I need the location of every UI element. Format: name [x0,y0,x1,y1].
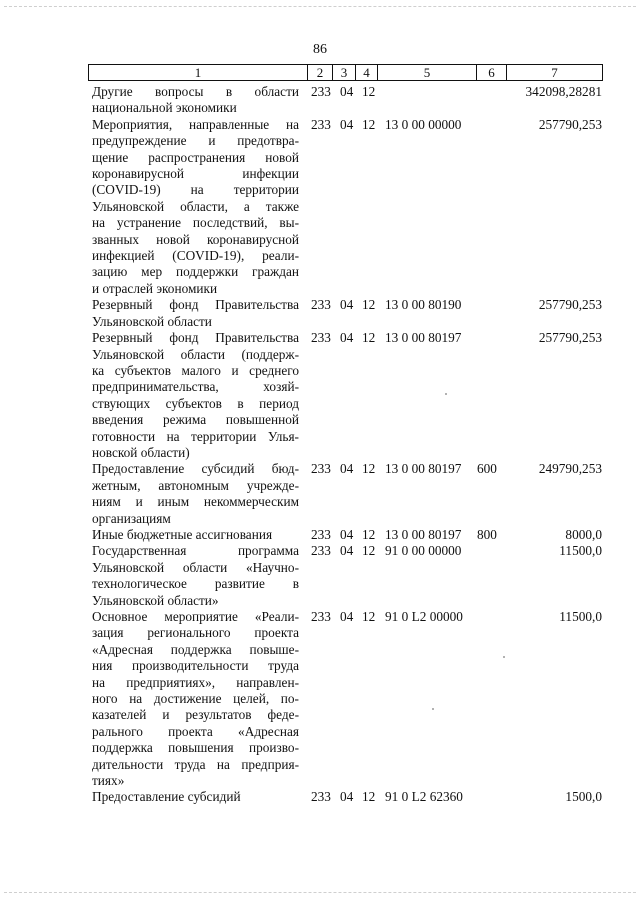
scan-edge-top [4,6,636,7]
row-name-line: ниям и иным некоммерческим [92,494,299,510]
row-name-line: организациям [92,510,171,526]
row-name [92,84,299,117]
row-name-line: инфекцией (COVID-19), реали- [92,248,299,264]
row-name-line: введения режима повышенной [92,412,299,428]
row-name-line: Ульяновской области [92,313,212,329]
row-name-line: зацию мер поддержки граждан [92,264,299,280]
row-codes [299,84,607,117]
col-2-value: 233 [311,84,331,99]
row-name-line: Ульяновской области (поддерж- [92,346,299,362]
table-row [92,543,607,609]
row-name-line: Ульяновской области «Научно- [92,559,299,575]
table-row [92,609,607,789]
header-col-4: 4 [356,65,378,80]
col-3-value: 04 [340,330,354,346]
row-name-line: зация регионального проекта [92,625,299,641]
header-col-2: 2 [308,65,333,80]
col-4-value: 12 [362,84,376,99]
col-2-value: 233 [311,609,331,624]
col-5-value: 13 0 00 80197 [385,330,462,346]
col-3-value: 04 [340,609,354,624]
row-name [92,527,299,543]
col-5-value: 13 0 00 80197 [385,461,462,477]
col-2-value: 233 [311,330,331,346]
row-name-line: готовности на территории Улья- [92,428,299,444]
row-codes [299,789,607,805]
row-name-line: Ульяновской области» [92,592,219,608]
row-name [92,117,299,297]
col-6-value: 800 [477,526,497,542]
row-codes [299,297,607,330]
row-name-line: новской области) [92,444,190,460]
col-7-value: 342098,28281 [525,84,602,99]
header-col-7: 7 [551,65,558,80]
table-row [92,330,607,461]
row-name-line: Ульяновской области, а также [92,198,299,214]
col-5-value: 13 0 00 00000 [385,116,462,132]
row-name-line: ствующих субъектов в период [92,395,299,411]
row-name-line: национальной экономики [92,100,237,116]
row-name-line: на предприятиях», направлен- [92,674,299,690]
col-7-value: 257790,253 [538,330,602,346]
row-name-line: Основное мероприятие «Реали- [92,609,299,624]
row-name [92,543,299,609]
row-codes [299,117,607,297]
row-name-line: технологическое развитие в [92,576,299,592]
col-4-value: 12 [362,461,376,477]
col-3-value: 04 [340,789,354,805]
row-codes [299,609,607,789]
row-name-line: дительности труда на предприя- [92,756,299,772]
col-7-value: 249790,253 [538,461,602,477]
row-name-line: ного на достижение целей, по- [92,691,299,707]
row-codes [299,461,607,527]
row-name-line: званных новой коронавирусной [92,231,299,247]
scan-speck [432,708,434,710]
col-2-value: 233 [311,789,331,805]
row-name-line: ния производительности труда [92,658,299,674]
table-header [88,64,603,81]
table-body [92,84,607,806]
col-7-value: 8000,0 [565,526,602,542]
row-name-line: предпринимательства, хозяй- [92,379,299,395]
col-7-value: 11500,0 [559,609,602,624]
row-name [92,330,299,461]
row-name-line: и отраслей экономики [92,280,218,296]
col-3-value: 04 [340,526,354,542]
col-7-value: 1500,0 [565,789,602,805]
col-7-value: 11500,0 [559,543,602,559]
row-codes [299,543,607,609]
col-2-value: 233 [311,543,331,559]
row-name-line: Мероприятия, направленные на [92,116,299,132]
col-4-value: 12 [362,789,376,805]
col-5-value: 91 0 L2 62360 [385,789,463,805]
row-name [92,609,299,789]
col-4-value: 12 [362,609,376,624]
table-row [92,789,607,805]
col-4-value: 12 [362,526,376,542]
row-name-line: Резервный фонд Правительства [92,330,299,346]
row-name-line: Другие вопросы в области [92,84,299,99]
col-7-value: 257790,253 [538,297,602,313]
header-col-3: 3 [333,65,356,80]
col-4-value: 12 [362,330,376,346]
header-col-1: 1 [89,65,308,80]
row-name [92,461,299,527]
row-name-line: поддержка повышения произво- [92,740,299,756]
col-6-value: 600 [477,461,497,477]
col-5-value: 91 0 L2 00000 [385,609,463,624]
row-name-line: рального проекта «Адресная [92,723,299,739]
row-name-line: Иные бюджетные ассигнования [92,526,273,542]
row-name-line: ка субъектов малого и среднего [92,362,299,378]
row-name-line: щение распространения новой [92,149,299,165]
row-name-line: жетным, автономным учрежде- [92,477,299,493]
col-2-value: 233 [311,461,331,477]
col-2-value: 233 [311,526,331,542]
col-4-value: 12 [362,116,376,132]
header-col-5: 5 [378,65,477,80]
col-4-value: 12 [362,543,376,559]
table-row [92,527,607,543]
col-5-value: 91 0 00 00000 [385,543,462,559]
row-codes [299,330,607,461]
col-3-value: 04 [340,543,354,559]
col-7-value: 257790,253 [538,116,602,132]
col-4-value: 12 [362,297,376,313]
row-name-line: Государственная программа [92,543,299,559]
col-5-value: 13 0 00 80197 [385,526,462,542]
row-codes [299,527,607,543]
scan-speck [445,393,447,395]
row-name-line: тиях» [92,773,125,789]
page-number: 86 [313,42,327,57]
col-3-value: 04 [340,116,354,132]
col-3-value: 04 [340,84,354,99]
col-3-value: 04 [340,461,354,477]
row-name [92,297,299,330]
scan-speck [503,656,505,658]
header-col-6: 6 [477,65,507,80]
row-name-line: казателей и результатов феде- [92,707,299,723]
table-row [92,84,607,117]
table-row [92,297,607,330]
row-name-line: предупреждение и предотвра- [92,133,299,149]
col-5-value: 13 0 00 80190 [385,297,462,313]
row-name-line: Предоставление субсидий бюд- [92,461,299,477]
row-name [92,789,299,805]
row-name-line: на устранение последствий, вы- [92,215,299,231]
row-name-line: «Адресная поддержка повыше- [92,641,299,657]
row-name-line: коронавирусной инфекции [92,166,299,182]
row-name-line: Предоставление субсидий [92,789,241,805]
scan-edge-bottom [4,892,636,893]
col-2-value: 233 [311,116,331,132]
table-row [92,117,607,297]
row-name-line: Резервный фонд Правительства [92,297,299,313]
col-3-value: 04 [340,297,354,313]
row-name-line: (COVID-19) на территории [92,182,299,198]
table-row [92,461,607,527]
col-2-value: 233 [311,297,331,313]
